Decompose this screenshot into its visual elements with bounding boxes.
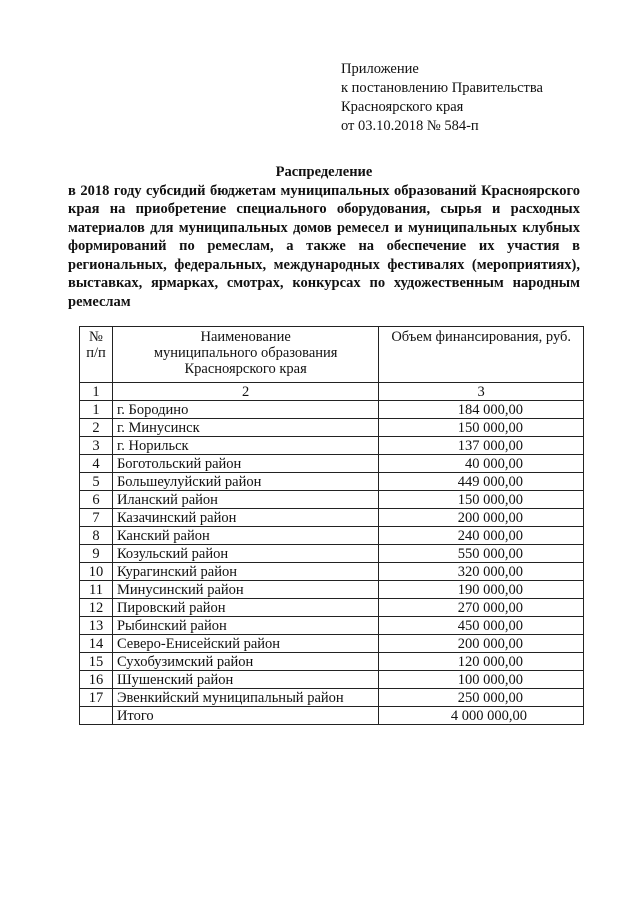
row-number: 5 [80, 473, 113, 491]
row-municipality: Иланский район [112, 491, 378, 509]
appendix-region: Красноярского края [341, 99, 464, 115]
row-number: 6 [80, 491, 113, 509]
table-row [80, 401, 584, 419]
table-row [80, 509, 584, 527]
row-amount: 137 000,00 [379, 437, 584, 455]
subsidy-table [79, 326, 584, 725]
row-amount: 250 000,00 [379, 689, 584, 707]
table-header-row [80, 327, 584, 383]
row-amount: 150 000,00 [379, 419, 584, 437]
title-heading: Распределение [275, 164, 373, 180]
row-municipality: Эвенкийский муниципальный район [112, 689, 378, 707]
row-number: 3 [80, 437, 113, 455]
table-row [80, 635, 584, 653]
row-number: 12 [80, 599, 113, 617]
row-amount: 200 000,00 [379, 635, 584, 653]
row-amount: 320 000,00 [379, 563, 584, 581]
document-title [68, 163, 580, 311]
index-cell: 2 [112, 383, 378, 401]
row-number: 10 [80, 563, 113, 581]
row-amount: 449 000,00 [379, 473, 584, 491]
index-cell: 1 [80, 383, 113, 401]
row-amount: 120 000,00 [379, 653, 584, 671]
row-number: 1 [80, 401, 113, 419]
row-municipality: Северо-Енисейский район [112, 635, 378, 653]
row-municipality: Большеулуйский район [112, 473, 378, 491]
row-municipality: Сухобузимский район [112, 653, 378, 671]
table-row [80, 563, 584, 581]
table-total-row [80, 707, 584, 725]
table-row [80, 437, 584, 455]
row-municipality: Казачинский район [112, 509, 378, 527]
table-row [80, 545, 584, 563]
row-amount: 270 000,00 [379, 599, 584, 617]
table-row [80, 581, 584, 599]
row-amount: 200 000,00 [379, 509, 584, 527]
header-amount: Объем финансирования, руб. [379, 327, 584, 383]
total-number-cell [80, 707, 113, 725]
table-row [80, 599, 584, 617]
title-body: в 2018 году субсидий бюджетам муниципальных образований Красноярского края на приобретение специального оборудования, сырья и расходных материалов для муниципальных домов ремесел и муниципальных клубных формирований по ремеслам, а также на обеспечение их участия в региональных, федеральных, международных фестивалях (мероприятиях), выставках, ярмарках, смотрах, конкурсах по художественным народным ремеслам [68, 182, 580, 310]
table-row [80, 671, 584, 689]
header-number: № п/п [80, 327, 113, 383]
row-municipality: Козульский район [112, 545, 378, 563]
row-amount: 100 000,00 [379, 671, 584, 689]
row-amount: 184 000,00 [379, 401, 584, 419]
row-amount: 450 000,00 [379, 617, 584, 635]
table-index-row [80, 383, 584, 401]
row-municipality: г. Норильск [112, 437, 378, 455]
row-amount: 150 000,00 [379, 491, 584, 509]
row-number: 16 [80, 671, 113, 689]
row-number: 4 [80, 455, 113, 473]
row-municipality: г. Бородино [112, 401, 378, 419]
table-row [80, 455, 584, 473]
table-row [80, 419, 584, 437]
row-municipality: Боготольский район [112, 455, 378, 473]
row-amount: 240 000,00 [379, 527, 584, 545]
row-municipality: Минусинский район [112, 581, 378, 599]
row-number: 8 [80, 527, 113, 545]
table-row [80, 689, 584, 707]
total-amount: 4 000 000,00 [379, 707, 584, 725]
row-number: 2 [80, 419, 113, 437]
row-number: 11 [80, 581, 113, 599]
table-row [80, 527, 584, 545]
row-municipality: Канский район [112, 527, 378, 545]
row-municipality: Пировский район [112, 599, 378, 617]
row-amount: 40 000,00 [379, 455, 584, 473]
row-number: 13 [80, 617, 113, 635]
table-row [80, 491, 584, 509]
appendix-resolution: к постановлению Правительства [341, 80, 543, 96]
row-number: 7 [80, 509, 113, 527]
row-municipality: Шушенский район [112, 671, 378, 689]
row-municipality: г. Минусинск [112, 419, 378, 437]
total-label: Итого [112, 707, 378, 725]
row-number: 15 [80, 653, 113, 671]
appendix-date-number: от 03.10.2018 № 584-п [341, 118, 479, 134]
table-row [80, 617, 584, 635]
index-cell: 3 [379, 383, 584, 401]
appendix-block [341, 60, 543, 136]
appendix-label: Приложение [341, 61, 419, 77]
row-amount: 190 000,00 [379, 581, 584, 599]
table-row [80, 653, 584, 671]
header-municipality: Наименование муниципального образования Красноярского края [112, 327, 378, 383]
row-number: 14 [80, 635, 113, 653]
row-number: 17 [80, 689, 113, 707]
table-row [80, 473, 584, 491]
row-municipality: Рыбинский район [112, 617, 378, 635]
row-number: 9 [80, 545, 113, 563]
row-amount: 550 000,00 [379, 545, 584, 563]
row-municipality: Курагинский район [112, 563, 378, 581]
